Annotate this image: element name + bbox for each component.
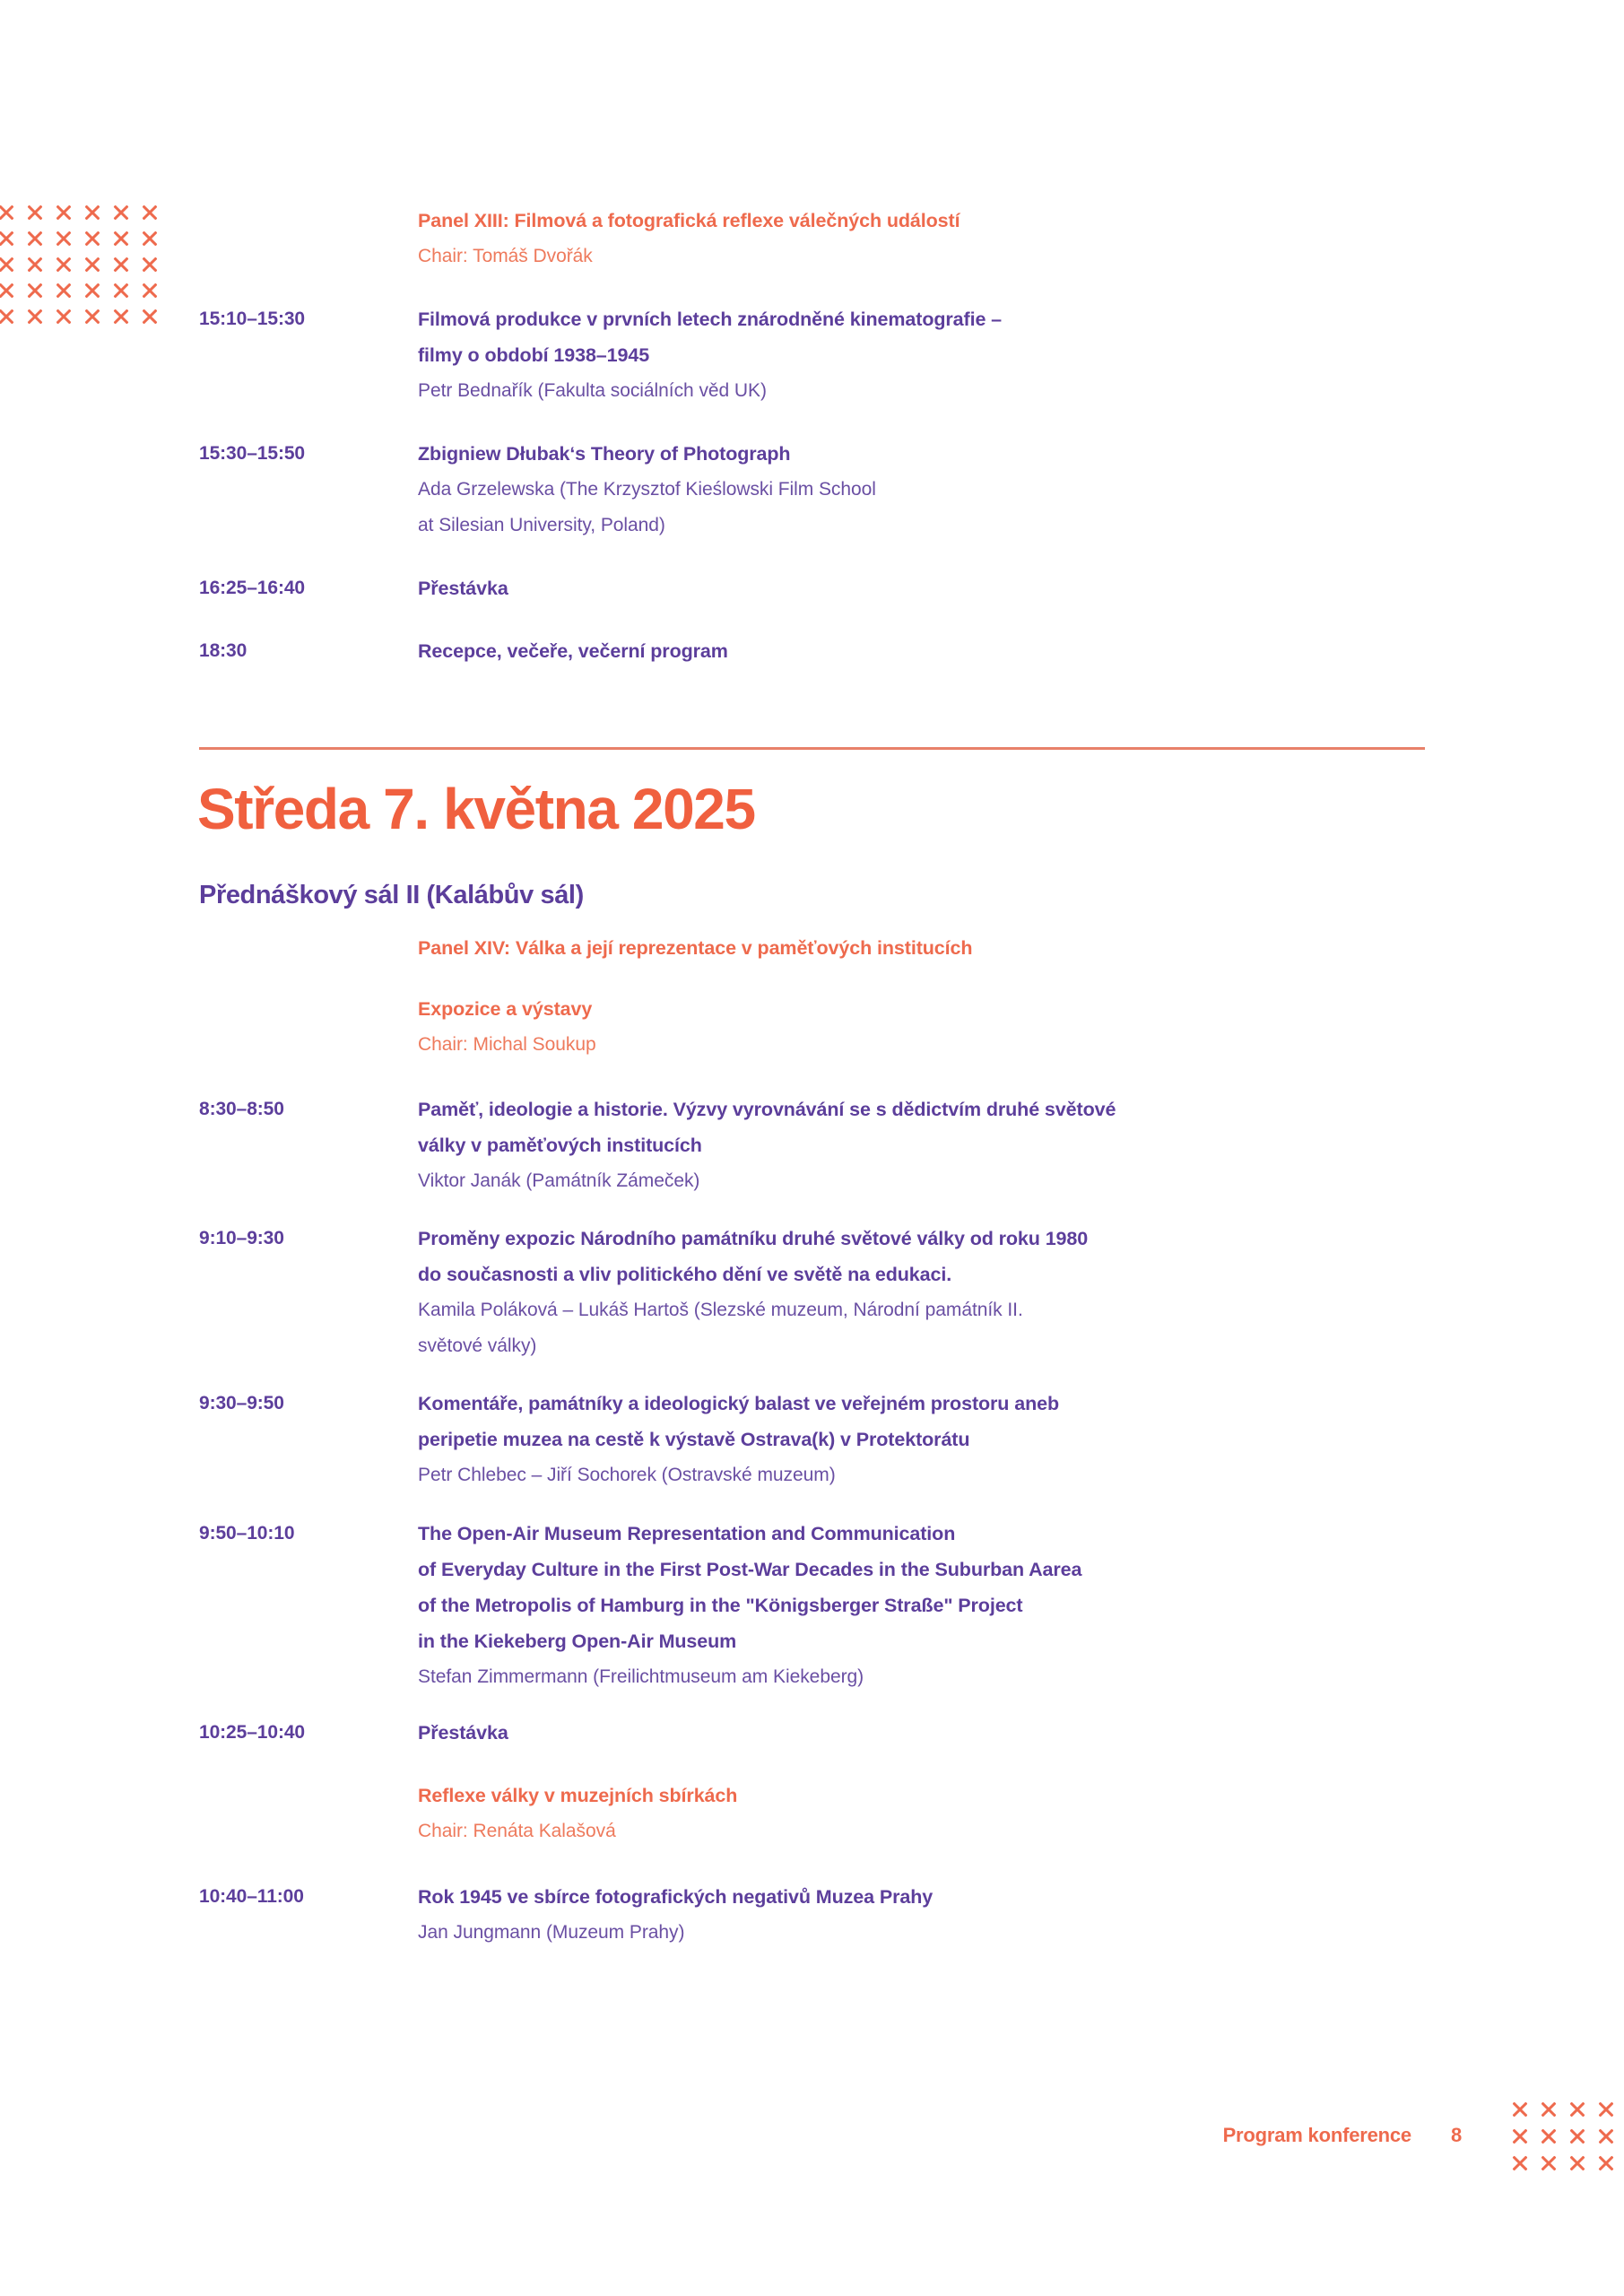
- footer-page-number: 8: [1450, 2124, 1462, 2146]
- cross-icon: [1592, 2123, 1620, 2150]
- subpanel-chair: Chair: Renáta Kalašová: [418, 1821, 616, 1841]
- cross-icon: [21, 303, 49, 329]
- cross-icon: [78, 225, 107, 251]
- session-title-line: Komentáře, památníky a ideologický balast ve veřejném prostoru aneb: [418, 1393, 1059, 1414]
- session-time: 16:25–16:40: [199, 578, 305, 598]
- session-author-line: Jan Jungmann (Muzeum Prahy): [418, 1922, 685, 1943]
- cross-icon: [1592, 2150, 1620, 2177]
- session-author-line: Ada Grzelewska (The Krzysztof Kieślowski Film School: [418, 479, 876, 500]
- panel-heading-block: [199, 930, 1437, 966]
- cross-icon: [1506, 2096, 1534, 2123]
- session-time: 8:30–8:50: [199, 1099, 284, 1119]
- cross-icon: [49, 225, 78, 251]
- session-author-line: světové války): [418, 1335, 537, 1356]
- session-title-line: The Open-Air Museum Representation and Communication: [418, 1523, 956, 1544]
- session-title-line: Recepce, večeře, večerní program: [418, 640, 728, 662]
- cross-icon: [78, 303, 107, 329]
- panel-title: Panel XIV: Válka a její reprezentace v paměťových institucích: [418, 937, 973, 959]
- subpanel-title: Expozice a výstavy: [418, 998, 593, 1020]
- session-entry: [199, 570, 1437, 606]
- session-title-line: Filmová produkce v prvních letech znárodněné kinematografie –: [418, 309, 1003, 330]
- page-footer: [1103, 2124, 1462, 2147]
- session-time: 18:30: [199, 640, 248, 661]
- cross-icon: [1592, 2096, 1620, 2123]
- panel-heading-block: [199, 203, 1437, 274]
- session-content: [418, 570, 1437, 606]
- cross-icon: [21, 277, 49, 303]
- cross-icon: [21, 225, 49, 251]
- session-title-line: of Everyday Culture in the First Post-War Decades in the Suburban Aarea: [418, 1559, 1082, 1580]
- session-author-line: Viktor Janák (Památník Zámeček): [418, 1170, 700, 1191]
- cross-icon: [78, 251, 107, 277]
- hall-heading: Přednáškový sál II (Kalábův sál): [199, 881, 584, 909]
- session-content: [418, 1516, 1437, 1695]
- cross-icon: [135, 303, 164, 329]
- session-content: [418, 436, 1437, 544]
- cross-icon: [49, 303, 78, 329]
- panel-heading-content: [418, 203, 1437, 274]
- session-title-line: Paměť, ideologie a historie. Výzvy vyrovnávání se s dědictvím druhé světové: [418, 1099, 1116, 1120]
- session-entry: [199, 1091, 1437, 1199]
- session-time: 9:50–10:10: [199, 1523, 295, 1544]
- session-author-line: Stefan Zimmermann (Freilichtmuseum am Kiekeberg): [418, 1666, 864, 1687]
- session-content: [418, 1879, 1437, 1951]
- cross-icon: [107, 277, 135, 303]
- session-author-line: Kamila Poláková – Lukáš Hartoš (Slezské muzeum, Národní památník II.: [418, 1300, 1023, 1320]
- cross-icon: [135, 225, 164, 251]
- cross-icon: [107, 225, 135, 251]
- cross-icon: [1534, 2123, 1563, 2150]
- cross-icon: [21, 199, 49, 225]
- session-author-line: at Silesian University, Poland): [418, 515, 665, 535]
- footer-label: Program konference: [1222, 2124, 1411, 2146]
- session-time: 15:10–15:30: [199, 309, 305, 329]
- cross-icon: [107, 251, 135, 277]
- panel-chair: Chair: Tomáš Dvořák: [418, 246, 593, 266]
- session-entry: [199, 1386, 1437, 1493]
- subpanel-heading-content: [418, 1778, 1437, 1849]
- session-entry: [199, 1516, 1437, 1695]
- cross-icon: [0, 277, 21, 303]
- session-time: 9:10–9:30: [199, 1228, 284, 1248]
- subpanel-heading-block: [199, 1778, 1437, 1849]
- cross-icon: [1534, 2150, 1563, 2177]
- session-entry: [199, 1715, 1437, 1751]
- session-time: 15:30–15:50: [199, 443, 305, 464]
- session-time: 9:30–9:50: [199, 1393, 284, 1413]
- cross-icon: [0, 303, 21, 329]
- cross-icon: [135, 199, 164, 225]
- cross-pattern-decoration-top-left: [0, 199, 164, 329]
- cross-icon: [135, 251, 164, 277]
- session-title-line: Proměny expozic Národního památníku druhé světové války od roku 1980: [418, 1228, 1089, 1249]
- cross-icon: [1563, 2096, 1592, 2123]
- cross-icon: [107, 199, 135, 225]
- session-title-line: Rok 1945 ve sbírce fotografických negativů Muzea Prahy: [418, 1886, 934, 1908]
- cross-icon: [78, 199, 107, 225]
- session-title-line: peripetie muzea na cestě k výstavě Ostrava(k) v Protektorátu: [418, 1429, 970, 1450]
- cross-icon: [107, 303, 135, 329]
- session-content: [418, 1715, 1437, 1751]
- session-content: [418, 1386, 1437, 1493]
- day-divider: [199, 747, 1425, 750]
- session-title-line: do současnosti a vliv politického dění ve světě na edukaci.: [418, 1264, 952, 1285]
- subpanel-chair: Chair: Michal Soukup: [418, 1034, 596, 1055]
- cross-icon: [0, 251, 21, 277]
- cross-icon: [1534, 2096, 1563, 2123]
- session-author-line: Petr Bednařík (Fakulta sociálních věd UK): [418, 380, 767, 401]
- session-title-line: války v paměťových institucích: [418, 1135, 702, 1156]
- cross-icon: [1506, 2123, 1534, 2150]
- cross-icon: [1506, 2150, 1534, 2177]
- cross-icon: [49, 277, 78, 303]
- session-content: [418, 1221, 1437, 1364]
- cross-icon: [1563, 2123, 1592, 2150]
- cross-icon: [49, 251, 78, 277]
- subpanel-title: Reflexe války v muzejních sbírkách: [418, 1785, 738, 1806]
- session-time: 10:25–10:40: [199, 1722, 305, 1743]
- session-entry: [199, 1221, 1437, 1364]
- session-title-line: of the Metropolis of Hamburg in the "Königsberger Straße" Project: [418, 1595, 1023, 1616]
- session-title-line: Přestávka: [418, 578, 508, 599]
- session-time: 10:40–11:00: [199, 1886, 304, 1907]
- cross-icon: [135, 277, 164, 303]
- session-title-line: filmy o období 1938–1945: [418, 344, 650, 366]
- subpanel-heading-content: [418, 991, 1437, 1063]
- cross-icon: [1563, 2150, 1592, 2177]
- session-content: [418, 1091, 1437, 1199]
- cross-icon: [0, 199, 21, 225]
- cross-pattern-decoration-footer: [1506, 2096, 1620, 2177]
- cross-icon: [78, 277, 107, 303]
- cross-icon: [21, 251, 49, 277]
- cross-icon: [49, 199, 78, 225]
- session-content: [418, 301, 1437, 409]
- session-entry: [199, 633, 1437, 669]
- session-author-line: Petr Chlebec – Jiří Sochorek (Ostravské muzeum): [418, 1465, 836, 1485]
- session-content: [418, 633, 1437, 669]
- session-entry: [199, 436, 1437, 544]
- panel-heading-content: [418, 930, 1437, 966]
- panel-title: Panel XIII: Filmová a fotografická reflexe válečných událostí: [418, 210, 960, 231]
- day-heading: Středa 7. května 2025: [197, 777, 755, 841]
- session-title-line: in the Kiekeberg Open-Air Museum: [418, 1631, 737, 1652]
- subpanel-heading-block: [199, 991, 1437, 1063]
- session-title-line: Zbigniew Dłubak‘s Theory of Photograph: [418, 443, 791, 465]
- cross-icon: [0, 225, 21, 251]
- session-entry: [199, 301, 1437, 409]
- session-title-line: Přestávka: [418, 1722, 508, 1744]
- session-entry: [199, 1879, 1437, 1951]
